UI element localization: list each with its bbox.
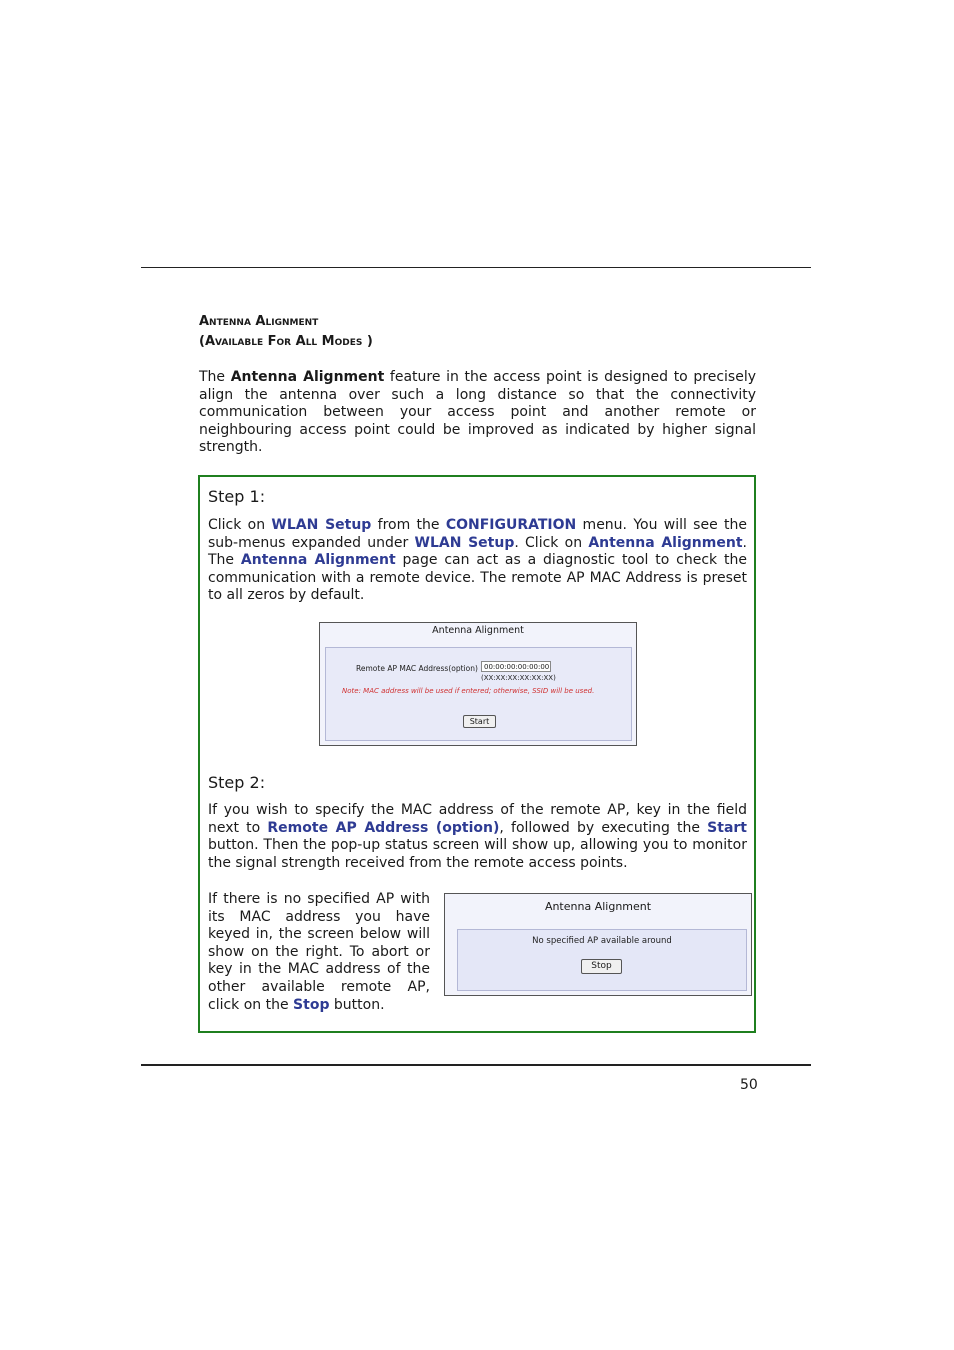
link-configuration: CONFIGURATION: [445, 517, 577, 533]
screenshot-antenna-alignment-stop: [444, 893, 752, 996]
screenshot2-title: Antenna Alignment: [544, 900, 652, 913]
stop-button[interactable]: Stop: [581, 959, 622, 974]
link-antenna-alignment: Antenna Alignment: [240, 552, 396, 569]
link-antenna-alignment: Antenna Alignment: [588, 534, 743, 551]
screenshot1-title: Antenna Alignment: [432, 625, 524, 636]
intro-paragraph: [199, 369, 756, 457]
step1-text: from the: [371, 517, 446, 533]
step2-title: Step 2:: [208, 773, 266, 792]
mac-format-hint: (XX:XX:XX:XX:XX:XX): [481, 674, 556, 682]
mac-note: Note: MAC address will be used if entered; otherwise, SSID will be used.: [342, 687, 595, 695]
no-ap-message: No specified AP available around: [532, 936, 672, 946]
link-start: Start: [707, 819, 747, 836]
screenshot1-panel: [325, 647, 632, 741]
mac-address-input[interactable]: 00:00:00:00:00:00: [481, 661, 551, 672]
step2-paragraph: [208, 802, 747, 872]
step1-text: menu. You will see the sub-menus expanded under: [208, 517, 747, 551]
step2-abort-paragraph: [208, 891, 430, 1014]
intro-bold: Antenna Alignment: [230, 369, 385, 385]
step2-abort-text: If there is no specified AP with its MAC address you have keyed in, the screen below will show on the right. To abort or key in the MAC address of the other available remote AP, click on the: [208, 891, 430, 1013]
step2-text: button. Then the pop-up status screen will show up, allowing you to monitor the signal strength received from the remote access points.: [208, 837, 747, 871]
start-button[interactable]: Start: [463, 715, 496, 728]
intro-text-1: The: [199, 369, 231, 385]
step1-paragraph: [208, 517, 747, 605]
step2-text: If you wish to specify the MAC address of the remote AP, key in the field next to: [208, 802, 747, 836]
step1-text: page can act as a diagnostic tool to check the communication with a remote device. The remote AP MAC Address is preset to all zeros by default.: [208, 552, 747, 604]
mac-address-label: Remote AP MAC Address(option): [356, 664, 478, 673]
header-rule: [141, 267, 811, 268]
screenshot-antenna-alignment-start: [319, 622, 637, 746]
section-title: Antenna Alignment: [199, 314, 319, 329]
step1-text: Click on: [208, 517, 272, 533]
footer-rule: [141, 1064, 811, 1066]
section-heading: [199, 312, 373, 352]
step1-title: Step 1:: [208, 487, 266, 506]
step1-text: . The: [208, 534, 747, 569]
step1-text: . Click on: [514, 534, 589, 551]
screenshot2-panel: [457, 929, 747, 991]
step2-text: , followed by executing the: [499, 819, 708, 836]
intro-text-2: feature in the access point is designed to precisely align the antenna over such a long distance so that the connectivity communication between your access point and another remote or neighbouring access point could be improved as indicated by higher signal strength.: [199, 369, 756, 456]
link-remote-ap-address: Remote AP Address (option): [267, 819, 500, 836]
page-number: 50: [740, 1077, 758, 1093]
step2-abort-text: button.: [329, 996, 385, 1013]
link-stop: Stop: [293, 996, 330, 1013]
link-wlan-setup: WLAN Setup: [271, 517, 372, 533]
link-wlan-setup: WLAN Setup: [414, 534, 515, 551]
steps-box: [198, 475, 756, 1033]
section-subtitle: (Available For All Modes ): [199, 334, 373, 349]
